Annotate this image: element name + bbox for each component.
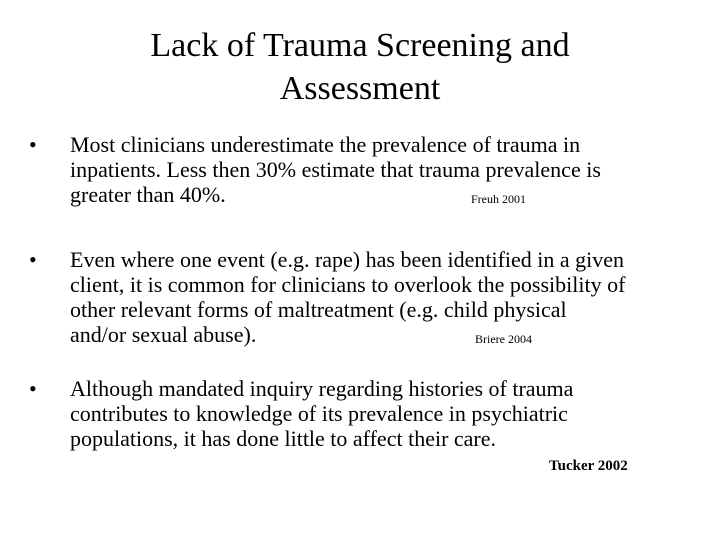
bullet-line: other relevant forms of maltreatment (e.g. child physical (70, 297, 567, 322)
bullet-line: contributes to knowledge of its prevalence in psychiatric (70, 401, 568, 426)
bullet-line (70, 322, 700, 347)
bullet-line: Most clinicians underestimate the prevalence of trauma in (70, 132, 581, 157)
bullet-marker: • (29, 247, 37, 272)
citation-freuh: Freuh 2001 (471, 192, 526, 206)
bullet-line-text: and/or sexual abuse). (70, 322, 257, 347)
bullet-text (70, 376, 700, 451)
bullet-marker: • (29, 132, 37, 157)
bullet-line-text: greater than 40%. (70, 182, 226, 207)
bullet-text (70, 132, 700, 207)
title-line-2: Assessment (279, 70, 441, 107)
bullet-line (70, 182, 700, 207)
slide-title (0, 24, 720, 110)
citation-briere: Briere 2004 (475, 332, 532, 346)
bullet-line: populations, it has done little to affect their care. (70, 426, 497, 451)
bullet-line: inpatients. Less then 30% estimate that trauma prevalence is (70, 157, 601, 182)
bullet-marker: • (29, 376, 37, 401)
bullet-text (70, 247, 700, 347)
title-line-1: Lack of Trauma Screening and (150, 27, 570, 64)
citation-tucker: Tucker 2002 (549, 458, 628, 474)
bullet-line: client, it is common for clinicians to overlook the possibility of (70, 272, 626, 297)
bullet-line: Although mandated inquiry regarding histories of trauma (70, 376, 574, 401)
bullet-line: Even where one event (e.g. rape) has been identified in a given (70, 247, 625, 272)
